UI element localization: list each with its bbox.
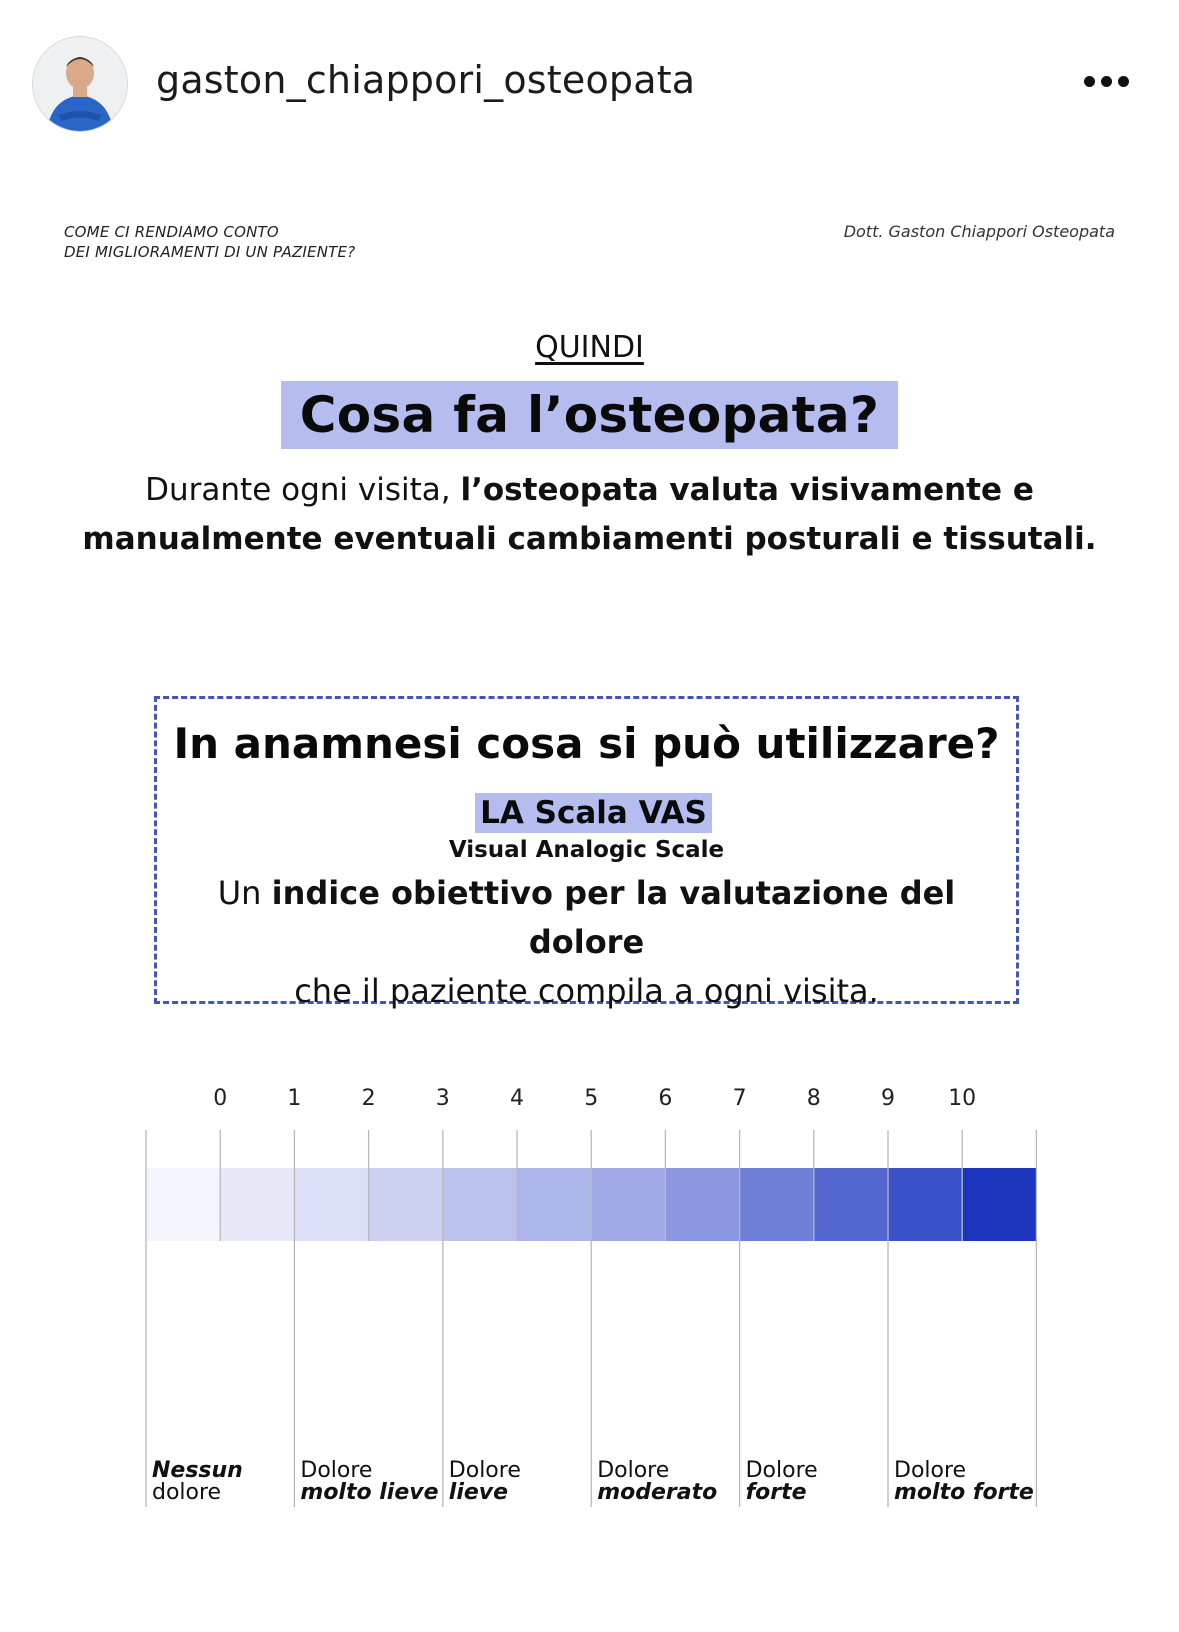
category-label — [746, 1460, 818, 1504]
intro-bold-line1: l’osteopata valuta visivamente e — [460, 472, 1034, 508]
avatar[interactable] — [32, 36, 128, 132]
tick-label: 5 — [584, 1086, 599, 1111]
tick-label: 4 — [510, 1086, 524, 1111]
box-title: In anamnesi cosa si può utilizzare? — [173, 719, 1000, 768]
intro-text — [40, 466, 1139, 564]
username[interactable]: gaston_chiappori_osteopata — [156, 58, 696, 102]
vas-highlight — [475, 793, 712, 833]
intro-regular: Durante ogni visita, — [145, 472, 461, 508]
category-label-line2: molto forte — [894, 1480, 1034, 1505]
category-label-line1: Dolore — [448, 1458, 521, 1483]
post-subtitle-line1: COME CI RENDIAMO CONTO — [64, 223, 279, 241]
scale-segment — [888, 1168, 962, 1241]
more-horizontal-icon — [1101, 76, 1112, 87]
vas-subtitle: Visual Analogic Scale — [448, 837, 725, 863]
scale-segment — [814, 1168, 888, 1241]
category-label-line1: Dolore — [894, 1458, 967, 1483]
page-title: Cosa fa l’osteopata? — [299, 386, 880, 444]
kicker: QUINDI — [535, 330, 644, 365]
scale-segment — [740, 1168, 814, 1241]
tick-label: 7 — [732, 1086, 747, 1111]
tick-label: 3 — [435, 1086, 450, 1111]
post-header — [0, 0, 1179, 170]
category-label — [597, 1460, 717, 1504]
info-box — [154, 696, 1019, 1010]
tick-label: 2 — [361, 1086, 376, 1111]
box-text-line2: che il paziente compila a ogni visita. — [294, 972, 879, 1010]
box-text — [157, 869, 1016, 1016]
category-label-line1: Dolore — [300, 1458, 373, 1483]
scale-segment — [665, 1168, 739, 1241]
category-label-line1: Dolore — [745, 1458, 818, 1483]
tick-label: 6 — [658, 1086, 673, 1111]
scale-segment — [369, 1168, 443, 1241]
category-label-line2: lieve — [448, 1480, 509, 1505]
category-label-line2: moderato — [597, 1480, 718, 1505]
post-subtitle-line2: DEI MIGLIORAMENTI DI UN PAZIENTE? — [64, 243, 356, 261]
more-horizontal-icon — [1118, 76, 1129, 87]
category-label-line1: Nessun — [152, 1458, 243, 1483]
post-subtitle — [64, 222, 355, 262]
scale-segment — [294, 1168, 368, 1241]
avatar-image — [33, 37, 127, 131]
scale-segment — [146, 1168, 220, 1241]
category-label — [894, 1460, 1034, 1504]
tick-label: 0 — [213, 1086, 228, 1111]
category-label-line2: dolore — [152, 1480, 222, 1505]
more-options-button[interactable] — [1084, 62, 1154, 102]
tick-label: 9 — [881, 1086, 895, 1111]
intro-bold-line2: manualmente eventuali cambiamenti posturali e tissutali. — [82, 521, 1097, 557]
category-label-line1: Dolore — [597, 1458, 670, 1483]
tick-label: 10 — [948, 1086, 977, 1111]
post-author: Dott. Gaston Chiappori Osteopata — [843, 222, 1115, 241]
scale-segment — [591, 1168, 665, 1241]
title-highlight — [281, 381, 898, 449]
scale-segment — [443, 1168, 517, 1241]
category-label-line2: forte — [745, 1480, 807, 1505]
category-label-line2: molto lieve — [300, 1480, 439, 1505]
vas-scale — [0, 1080, 1179, 1520]
box-text-regular: Un — [217, 874, 272, 912]
vas-label: LA Scala VAS — [480, 795, 707, 831]
category-label — [449, 1460, 521, 1504]
scale-segment — [517, 1168, 591, 1241]
category-label — [300, 1460, 438, 1504]
tick-label: 1 — [287, 1086, 302, 1111]
vas-scale-graphic — [0, 1080, 1179, 1520]
scale-segment — [962, 1168, 1036, 1241]
box-text-bold: indice obiettivo per la valutazione del dolore — [271, 874, 956, 961]
category-label — [152, 1460, 243, 1504]
scale-segment — [220, 1168, 294, 1241]
tick-label: 8 — [806, 1086, 821, 1111]
more-horizontal-icon — [1084, 76, 1095, 87]
